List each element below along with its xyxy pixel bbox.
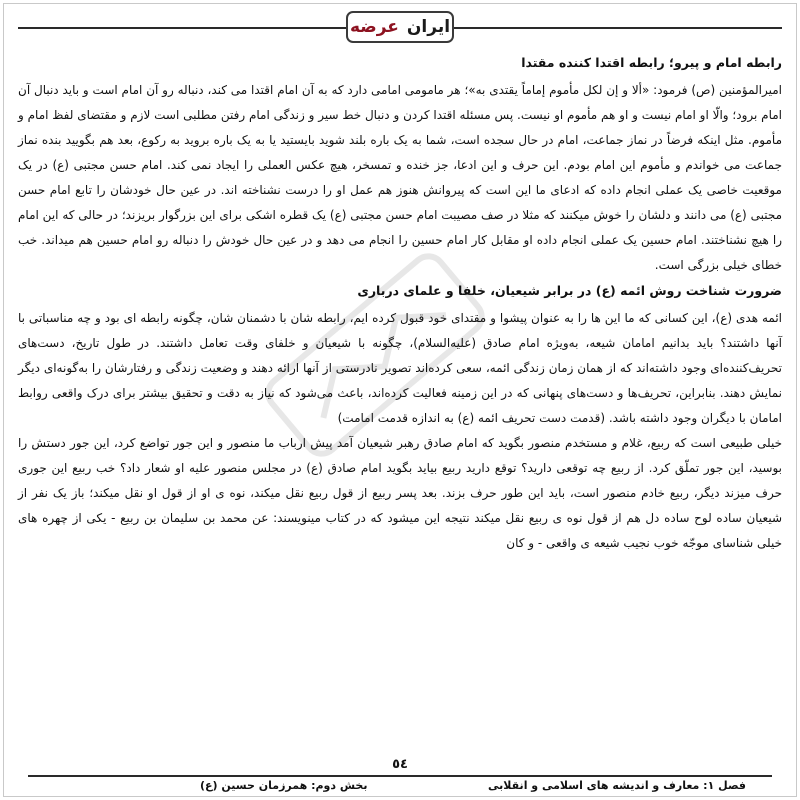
site-logo [346, 11, 454, 43]
section-2-paragraph-1: ائمه هدی (ع)، این کسانی که ما این ها را به عنوان پیشوا و مقتدای خود قبول کرده ایم، رابطه شان با دشمنان شان، چگونه رابطه ای بود و چه مناسباتی با آنها داشتند؟ باید بدانیم امامان شیعه، به‌ویژه امام صادق (علیه‌السلام)، چگونه با شیعیان و خلفای وقت تعامل داشتند. در طول تاریخ، دست‌های تحریف‌کننده‌ای وجود داشته‌اند که از همان زمان زندگی ائمه، سعی کرده‌اند تصویر نادرستی از آنها ارائه دهند و وضعیت زندگی و رفتارشان را به‌گونه‌ای دیگر نمایش دهند. بنابراین، تحریف‌ها و دست‌های پنهانی که در این زمینه فعالیت کرده‌اند، باعث می‌شود که نیاز به دقت و تحقیق بیشتر برای درک واقعی روابط امامان با دیگران وجود داشته باشد. (قدمت دست تحریف ائمه (ع) به اندازه قدمت امامت) [18, 311, 782, 425]
page-number: ٥٤ [392, 757, 408, 772]
page-content [18, 50, 782, 750]
section-2-paragraph-2: خیلی طبیعی است که ربیع، غلام و مستخدم منصور بگوید که امام صادق رهبر شیعیان آمد پیش ارباب ما منصور و این جور تواضع کرد، این جور دستش را بوسید، این جور تملّق کرد. از ربیع چه توقعی دارید؟ توقع دارید ربیع بیاید بگوید امام صادق (ع) در مجلس منصور علیه او شعار داد؟ خب ربیع این جوری حرف میزند دیگر، ربیع خادم منصور است، باید این طور حرف بزند. بعد پسر ربیع از قول ربیع نقل میکند، نوه ی او از قول او نقل میکند؛ باز یک نفر از شیعیان ساده لوح ساده دل هم از قول نوه ی ربیع نقل میکند نتیجه این میشود که در کتاب مینویسند: عن محمد بن سلیمان بن ربیع - یکی از چهره های خیلی شناسای موجّه خوب نجیب شیعه ی واقعی - و کان [18, 436, 782, 550]
section-heading-1: رابطه امام و پیرو؛ رابطه اقتدا کننده مقتدا [521, 55, 782, 70]
section-heading-2: ضرورت شناخت روش ائمه (ع) در برابر شیعیان، خلفا و علمای درباری [357, 283, 782, 298]
footer-section-title: بخش دوم: همرزمان حسین (ع) [200, 779, 368, 792]
logo-text-part2: عرضه [349, 16, 399, 37]
section-1-paragraph: امیرالمؤمنین (ص) فرمود: «ألا و إن لکل مأموم إماماً یقتدی به»؛ هر مامومی امامی دارد که به آن امام اقتدا می کند، دنباله رو آن امام است و باید دنبال آن امام برود؛ والّا او امام نیست و او هم مأموم او نیست. پس مسئله اقتدا کردن و دنبال خط سیر و زندگی امام رفتن مطلبی است لازم و مقتضای لفظ امام و مأموم. مثل اینکه فرضاً در نماز جماعت، امام در حال سجده است، شما به یک باره بلند شوید بایستید یا به یک باره بروید به رکوع، بعد هم بگویید بنده نماز جماعت می خواندم و مأموم این امام بودم. این حرف و این ادعا، جز خنده و تمسخر، هیچ عکس العملی را ایجاد نمی کند. امام حسن مجتبی (ع) در یک موقعیت خاصی یک عملی انجام داده که ادعای ما این است که پیروانش هنوز هم عمل او را درست نشناخته اند. در عین حال خودشان را تابع امام حسن مجتبی (ع) می دانند و دلشان را خوش میکنند که مثلا در صف مصیبت امام حسن مجتبی (ع) یک قطره اشکی برای این بزرگوار بریزند؛ در حالی که این امام را هیچ نشناختند. امام حسین یک عملی انجام داده او مقابل کار امام حسین را انجام می دهد و در عین حال خودش را دنباله رو امام حسین هم میداند. خب خطای خیلی بزرگی است. [18, 83, 782, 272]
footer-rule [28, 775, 772, 777]
logo-mark-icon [400, 24, 406, 30]
logo-text-part1: ایران [406, 16, 451, 37]
footer-chapter-title: فصل ۱: معارف و اندیشه های اسلامی و انقلابی [488, 779, 746, 792]
